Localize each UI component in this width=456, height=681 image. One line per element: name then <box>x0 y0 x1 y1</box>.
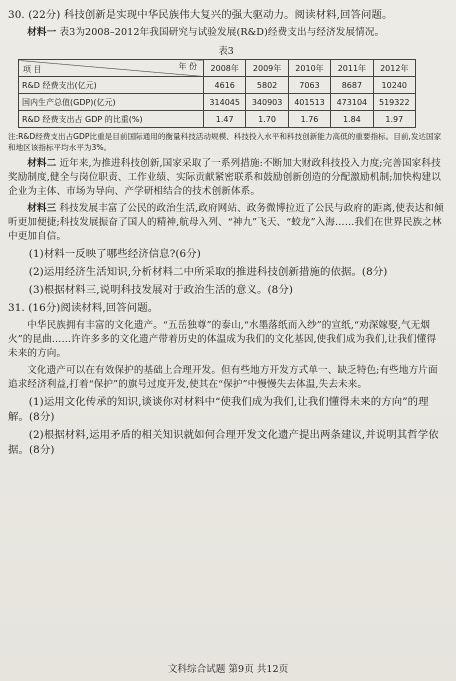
row-label: R&D 经费支出占 GDP 的比重(%) <box>19 111 204 128</box>
table-cell: 1.84 <box>331 111 373 128</box>
year-header: 2009年 <box>246 60 288 77</box>
q31-intro: 31. (16分)阅读材料,回答问题。 <box>8 302 159 314</box>
q31-para2: 文化遗产可以在有效保护的基础上合理开发。但有些地方开发方式单一、缺乏特色;有些地方片面追求经济利益,打着“保护”的旗号过度开发,使其在“保护”中慢慢失去体温,失去未来。 <box>8 365 438 390</box>
table-header-row <box>19 60 416 77</box>
table-cell: 7063 <box>288 77 330 94</box>
table-cell: 1.47 <box>204 111 246 128</box>
page-footer: 文科综合试题 第9页 共12页 <box>167 664 289 675</box>
table-cell: 4616 <box>204 77 246 94</box>
table-cell: 10240 <box>373 77 415 94</box>
table-cell: 1.70 <box>246 111 288 128</box>
table-cell: 401513 <box>288 94 330 111</box>
table-cell: 340903 <box>246 94 288 111</box>
rd-table <box>18 59 416 128</box>
year-header: 2008年 <box>204 60 246 77</box>
q30-sub1: (1)材料一反映了哪些经济信息?(6分) <box>28 248 201 260</box>
q31-para1: 中华民族拥有丰富的文化遗产。“五岳独尊”的泰山,“水墨落纸而入纱”的宣纸,“劝深嫁娶,气无烟火”的昆曲……许许多多的文化遗产带着历史的体温成为我们的文化基因,使我们成为我们,让我们懂得未来的方向。 <box>8 320 437 359</box>
q30-sub2: (2)运用经济生活知识,分析材料二中所采取的推进科技创新措施的依据。(8分) <box>28 266 388 278</box>
year-header: 2012年 <box>373 60 415 77</box>
table-cell: 5802 <box>246 77 288 94</box>
year-header: 2010年 <box>288 60 330 77</box>
table-cell: 1.76 <box>288 111 330 128</box>
table-corner-cell <box>19 60 204 77</box>
header-item: 项 目 <box>23 65 42 74</box>
table-cell: 473104 <box>331 94 373 111</box>
q30-material2 <box>8 157 444 199</box>
material3-text: 科技发展丰富了公民的政治生活,政府网站、政务微博拉近了公民与政府的距离,使表达和倾听更加便捷;科技发展振奋了国人的精神,航母入列、“神九”飞天、“蛟龙”入海……我们在世界民族之林中更加自信。 <box>8 203 444 242</box>
table-cell: 8687 <box>331 77 373 94</box>
table-row <box>19 77 416 94</box>
row-label: R&D 经费支出(亿元) <box>19 77 204 94</box>
material1-text: 表3为2008–2012年我国研究与试验发展(R&D)经费支出与经济发展情况。 <box>59 27 385 38</box>
row-label: 国内生产总值(GDP)(亿元) <box>19 94 204 111</box>
table-row <box>19 94 416 111</box>
q30-sub3: (3)根据材料三,说明科技发展对于政治生活的意义。(8分) <box>28 284 294 296</box>
table-note: 注:R&D经费支出占GDP比重是目前国际通用的衡量科技活动规模、科技投入水平和科技创新能力高低的重要指标。目前,发达国家和地区该指标平均水平为3%。 <box>8 132 442 152</box>
table-row <box>19 111 416 128</box>
q31-sub1: (1)运用文化传承的知识,谈谈你对材料中“使我们成为我们,让我们懂得未来的方向”的理解。(8分) <box>8 396 429 423</box>
material1-label: 材料一 <box>27 27 57 38</box>
material2-text: 近年来,为推进科技创新,国家采取了一系列措施:不断加大财政科技投入力度;完善国家科技奖励制度,健全与岗位职责、工作业绩、实际贡献紧密联系和鼓励创新创造的分配激励机制;加快构建以企业为主体、市场为导向、产学研相结合的技术创新体系。 <box>8 158 442 197</box>
q30-material1 <box>8 26 444 40</box>
header-year: 年 份 <box>178 62 197 71</box>
table-caption: 表3 <box>218 46 234 57</box>
q31-sub2: (2)根据材料,运用矛盾的相关知识就如何合理开发文化遗产提出两条建议,并说明其哲学依据。(8分) <box>8 429 439 456</box>
q30-intro: 30. (22分) 科技创新是实现中华民族伟大复兴的强大驱动力。阅读材料,回答问题。 <box>8 9 393 21</box>
year-header: 2011年 <box>331 60 373 77</box>
table-cell: 314045 <box>204 94 246 111</box>
table-cell: 519322 <box>373 94 415 111</box>
material2-label: 材料二 <box>27 158 57 169</box>
material3-label: 材料三 <box>27 203 57 214</box>
q30-material3 <box>8 202 444 244</box>
table-cell: 1.97 <box>373 111 415 128</box>
